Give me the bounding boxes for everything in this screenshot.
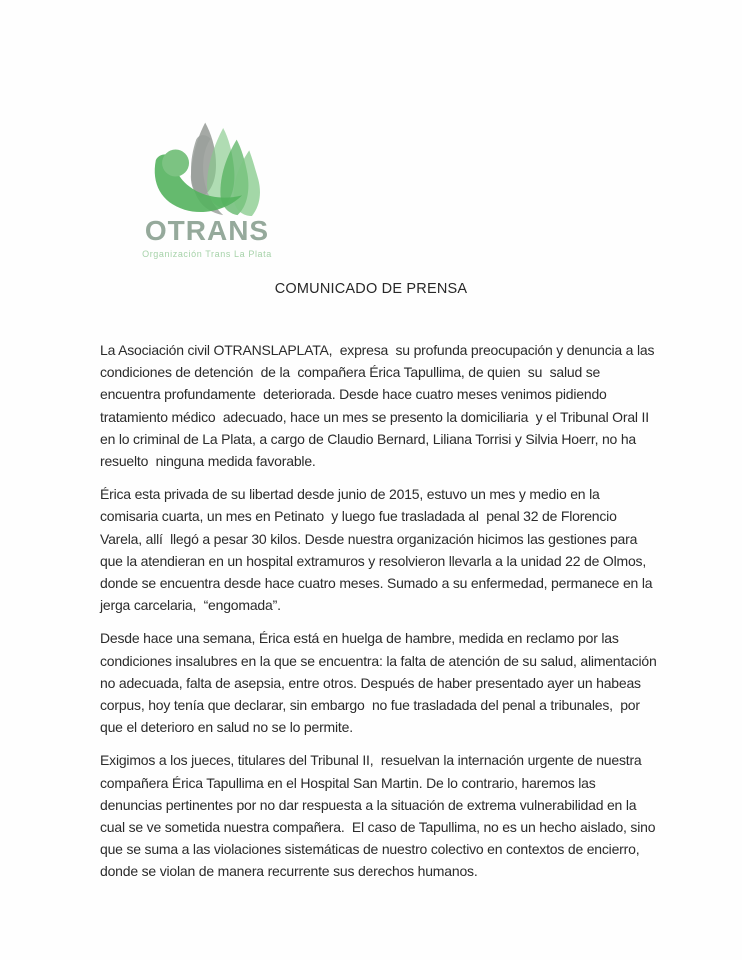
otrans-logo: [140, 110, 274, 259]
logo-wordmark: OTRANS: [144, 215, 270, 246]
paragraph-2: Érica esta privada de su libertad desde junio de 2015, estuvo un mes y medio en la comisaria cuarta, un mes en Petinato y luego fue trasladada al penal 32 de Florencio Varela, allí llegó a pesar 30 kilos. Desde nuestra organización hicimos las gestiones para que la atendieran en un hospital extramuros y resolvieron llevarla a la unidad 22 de Olmos, donde se encuentra desde hace cuatro meses. Sumado a su enfermedad, permanece en la jerga carcelaria, “engomada”.: [100, 486, 657, 614]
paragraph-1: La Asociación civil OTRANSLAPLATA, expresa su profunda preocupación y denuncia a las condiciones de detención de la compañera Érica Tapullima, de quien su salud se encuentra profundamente deteriorada. Desde hace cuatro meses venimos pidiendo tratamiento médico adecuado, hace un mes se presento la domiciliaria y el Tribunal Oral II en lo criminal de La Plata, a cargo de Claudio Bernard, Liliana Torrisi y Silvia Hoerr, no ha resuelto ninguna medida favorable.: [100, 342, 658, 470]
logo-tagline: Organización Trans La Plata: [142, 249, 272, 259]
paragraph-3: Desde hace una semana, Érica está en huelga de hambre, medida en reclamo por las condiciones insalubres en la que se encuentra: la falta de atención de su salud, alimentación no adecuada, falta de asepsia, entre otros. Después de haber presentado ayer un habeas corpus, hoy tenía que declarar, sin embargo no fue trasladada del penal a tribunales, por que el deterioro en salud no se lo permite.: [100, 630, 661, 736]
document-title: COMUNICADO DE PRENSA: [274, 281, 468, 297]
paragraph-4: Exigimos a los jueces, titulares del Tribunal II, resuelvan la internación urgente de nuestra compañera Érica Tapullima en el Hospital San Martin. De lo contrario, haremos las denuncias pertinentes por no dar respuesta a la situación de extrema vulnerabilidad en la cual se ve sometida nuestra compañera. El caso de Tapullima, no es un hecho aislado, sino que se suma a las violaciones sistemáticas de nuestro colectivo en contextos de encierro, donde se violan de manera recurrente sus derechos humanos.: [100, 752, 660, 880]
otrans-person-leaves-icon: [148, 110, 266, 216]
figure-head-icon: [162, 150, 189, 177]
document-body: [100, 339, 660, 894]
